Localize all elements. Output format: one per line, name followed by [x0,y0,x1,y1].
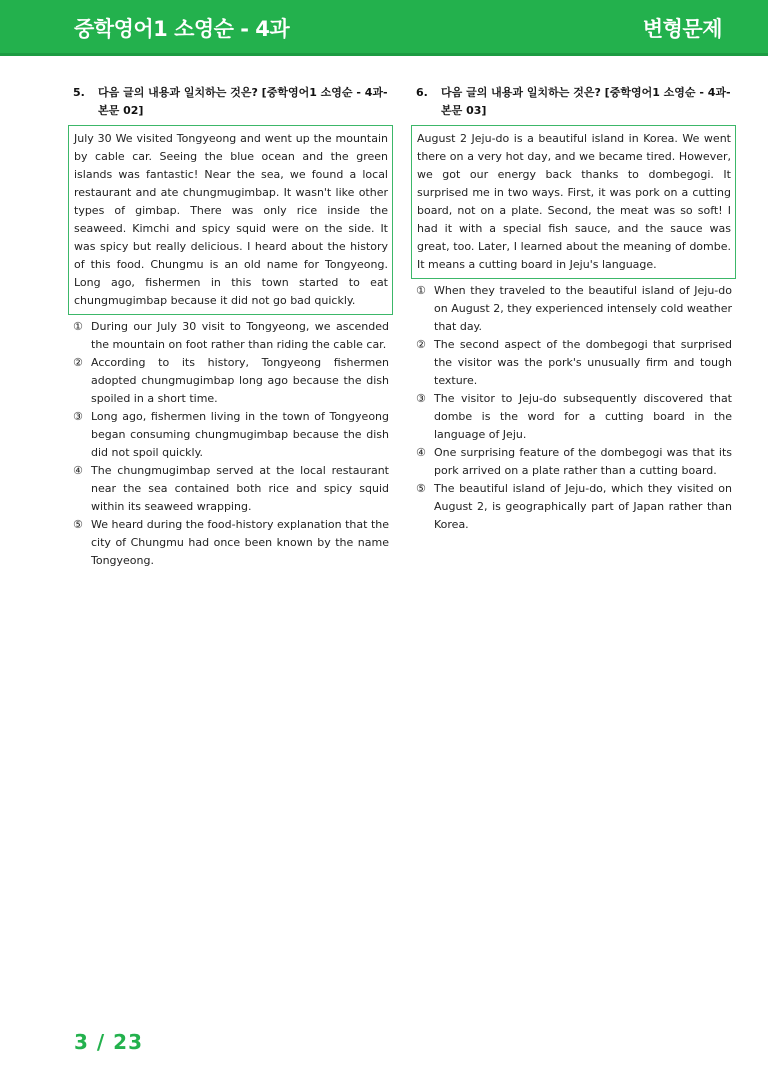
answer-option[interactable] [411,282,736,336]
option-text: The beautiful island of Jeju-do, which they visited on August 2, is geographically part of Japan rather than Korea. [434,482,732,531]
option-marker: ① [416,284,426,297]
question-5 [68,84,393,570]
option-text: According to its history, Tongyeong fishermen adopted chungmugimbap long ago because the dish spoiled in a short time. [91,356,389,405]
answer-option[interactable] [68,318,393,354]
option-marker: ② [73,356,83,369]
option-marker: ④ [416,446,426,459]
answer-option[interactable] [68,354,393,408]
answer-options [411,282,736,534]
answer-option[interactable] [411,480,736,534]
question-header [68,84,393,120]
passage-box: July 30 We visited Tongyeong and went up the mountain by cable car. Seeing the blue ocean and the green islands was fantastic! Near the sea, we found a local restaurant and ate chungmugimbap. It wasn't like other types of gimbap. There was only rice inside the seaweed. Kimchi and spicy squid were on the side. It was spicy but really delicious. I heard about the history of this food. Chungmu is an old name for Tongyeong. Long ago, fishermen in this town started to eat chungmugimbap because it did not go bad quickly. [68,125,393,315]
question-prompt: 다음 글의 내용과 일치하는 것은? [중학영어1 소영순 - 4과-본문 02] [98,86,388,117]
answer-option[interactable] [68,516,393,570]
option-text: The second aspect of the dombegogi that surprised the visitor was the pork's unusually firm and tough texture. [434,338,732,387]
section-label: 변형문제 [642,17,722,41]
option-text: When they traveled to the beautiful island of Jeju-do on August 2, they experienced intensely cold weather that day. [434,284,732,333]
document-title: 중학영어1 소영순 - 4과 [74,17,290,41]
answer-option[interactable] [68,408,393,462]
option-text: During our July 30 visit to Tongyeong, we ascended the mountain on foot rather than riding the cable car. [91,320,389,351]
passage-box: August 2 Jeju-do is a beautiful island in Korea. We went there on a very hot day, and we became tired. However, we got our energy back thanks to dombegogi. It surprised me in two ways. First, it was pork on a cutting board, not on a plate. Second, the meat was so soft! I had it with a special fish sauce, and the sauce was great, too. Later, I learned about the meaning of dombe. It means a cutting board in Jeju's language. [411,125,736,279]
question-number: 6. [416,86,428,99]
option-marker: ③ [73,410,83,423]
option-marker: ④ [73,464,83,477]
option-text: The visitor to Jeju-do subsequently discovered that dombe is the word for a cutting board in the language of Jeju. [434,392,732,441]
option-marker: ⑤ [73,518,83,531]
answer-option[interactable] [411,444,736,480]
option-text: The chungmugimbap served at the local restaurant near the sea contained both rice and spicy squid within its seaweed wrapping. [91,464,389,513]
question-prompt: 다음 글의 내용과 일치하는 것은? [중학영어1 소영순 - 4과-본문 03] [441,86,731,117]
option-text: Long ago, fishermen living in the town of Tongyeong began consuming chungmugimbap because the dish did not spoil quickly. [91,410,389,459]
option-marker: ③ [416,392,426,405]
option-marker: ⑤ [416,482,426,495]
page-number: 3 / 23 [74,1030,143,1054]
option-text: One surprising feature of the dombegogi was that its pork arrived on a plate rather than a cutting board. [434,446,732,477]
option-marker: ② [416,338,426,351]
answer-options [68,318,393,570]
page-header [0,0,768,56]
question-number: 5. [73,86,85,99]
question-header [411,84,736,120]
question-6 [411,84,736,534]
answer-option[interactable] [68,462,393,516]
option-marker: ① [73,320,83,333]
answer-option[interactable] [411,336,736,390]
option-text: We heard during the food-history explanation that the city of Chungmu had once been known by the name Tongyeong. [91,518,389,567]
answer-option[interactable] [411,390,736,444]
